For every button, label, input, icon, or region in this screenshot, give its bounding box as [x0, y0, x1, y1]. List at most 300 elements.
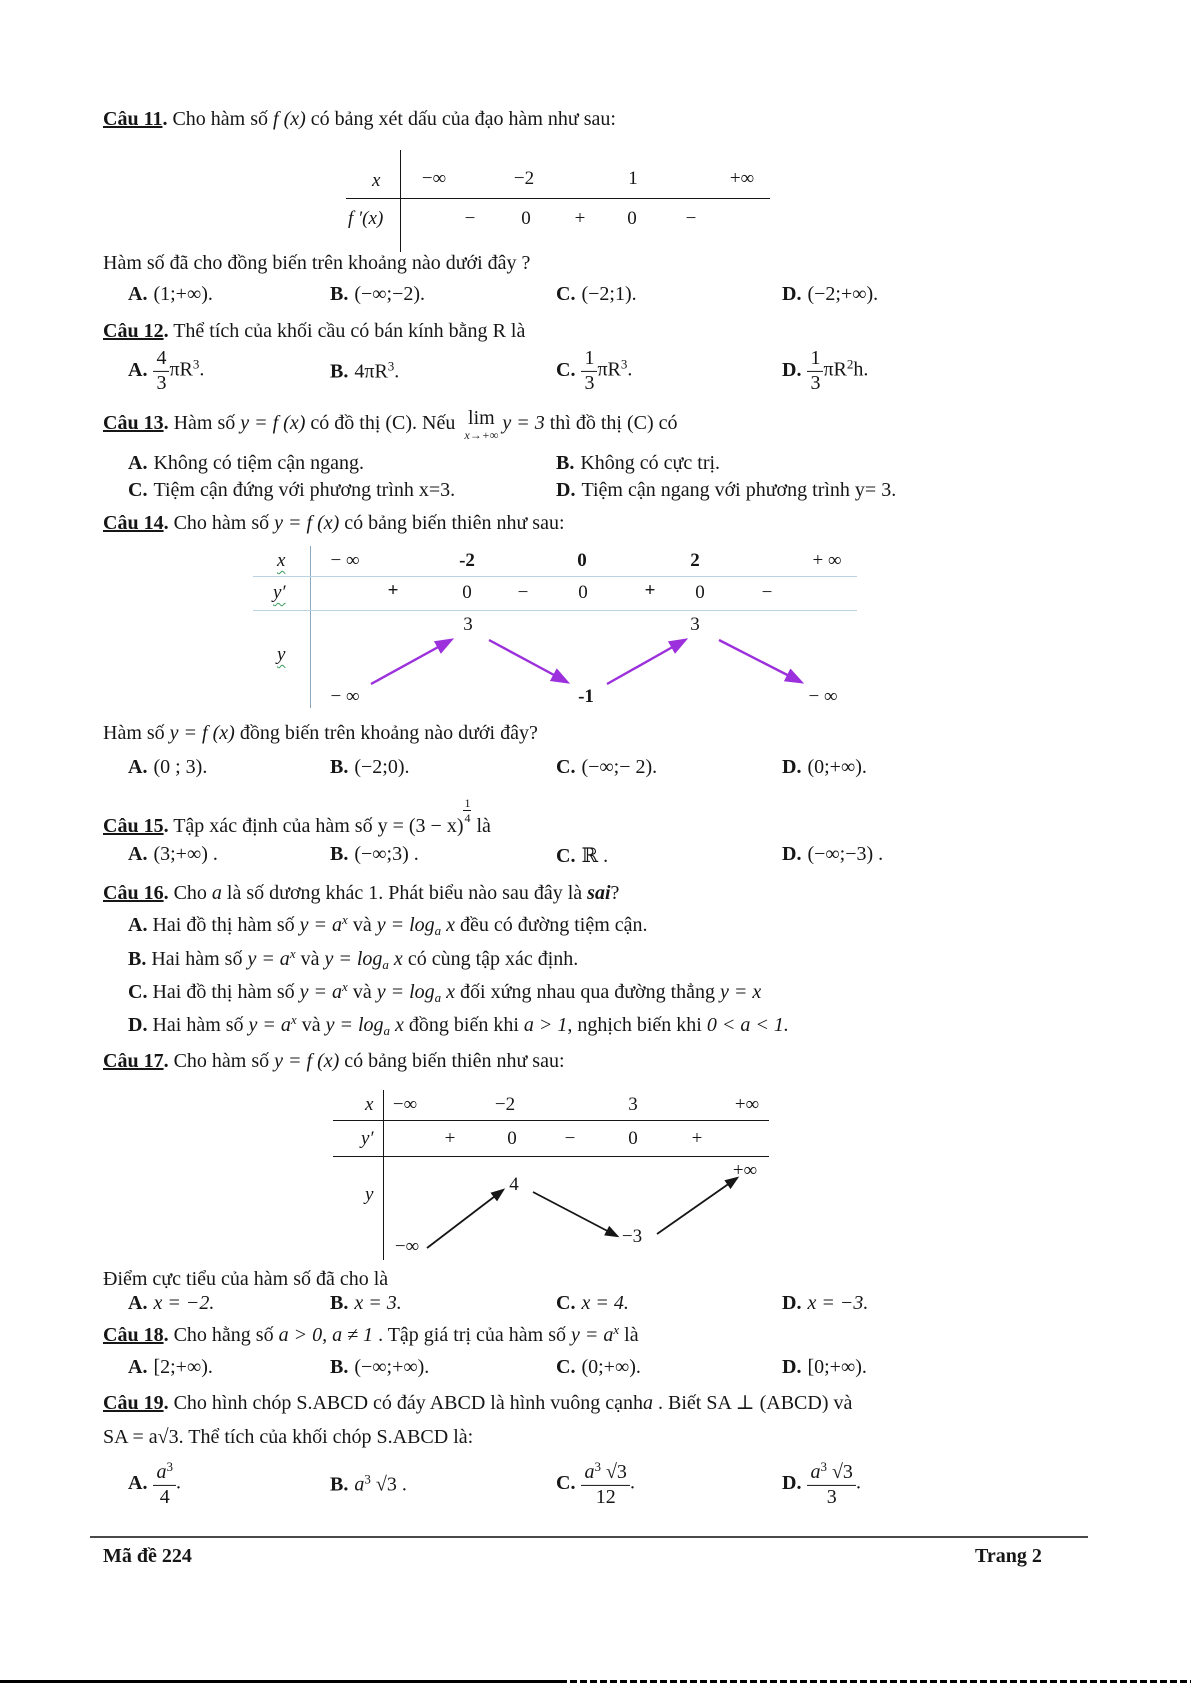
- q11-f-sign: −: [464, 208, 476, 229]
- option-math: πR: [597, 358, 621, 381]
- q17-question: Điểm cực tiểu của hàm số đã cho là: [103, 1268, 389, 1290]
- option-text: , nghịch biến khi: [567, 1014, 707, 1036]
- option-text: ℝ .: [581, 845, 609, 867]
- decrease-arrow: [533, 1192, 617, 1236]
- limit-notation: [464, 408, 498, 441]
- q18-option-c: [556, 1356, 641, 1379]
- q14-seg1: Cho hàm số: [168, 512, 275, 534]
- option-exponent: x: [342, 979, 348, 994]
- option-math: y = log: [324, 948, 383, 970]
- q18-exponent: x: [613, 1322, 620, 1337]
- q15-option-d: [782, 843, 883, 866]
- option-text: (0;+∞).: [581, 1356, 641, 1378]
- option-text: (−∞;+∞).: [354, 1356, 430, 1378]
- q14-heading: [103, 512, 565, 535]
- q14-table-hline: [253, 610, 857, 611]
- q17-options: [103, 1292, 1133, 1320]
- option-label: B.: [330, 843, 349, 865]
- option-text: [0;+∞).: [807, 1356, 867, 1378]
- footer-page-number: Trang 2: [975, 1545, 1042, 1567]
- increase-arrow: [607, 640, 685, 684]
- q14-q-seg1: Hàm số: [103, 722, 170, 744]
- q14-dot: .: [163, 512, 169, 534]
- q14-seg2: có bảng biến thiên như sau:: [339, 512, 565, 534]
- q14-question: [103, 722, 538, 745]
- fraction: [807, 1460, 855, 1508]
- option-label: C.: [556, 283, 576, 305]
- option-math: y = a: [248, 1014, 291, 1036]
- fraction-denominator: 4: [159, 1485, 170, 1508]
- fraction-numerator: 1: [581, 348, 597, 372]
- q19-heading: [103, 1390, 852, 1415]
- q14-y-limit-right: − ∞: [808, 686, 838, 707]
- option-text: (−2;+∞).: [807, 283, 879, 305]
- q16-seg3: ?: [610, 882, 620, 904]
- q11-table-x-label: x: [372, 170, 381, 191]
- option-radical: √3: [370, 1473, 397, 1496]
- q11-sign-table: [346, 146, 770, 256]
- option-math: x: [390, 1014, 404, 1036]
- q17-table-x-label: x: [365, 1094, 374, 1115]
- q15-dot: .: [163, 815, 169, 837]
- option-text: Hai hàm số: [151, 948, 248, 970]
- q19-dot: .: [163, 1392, 169, 1414]
- option-label: B.: [330, 756, 349, 778]
- num-exponent: 3: [820, 1458, 827, 1474]
- option-label: C.: [556, 1356, 576, 1378]
- q17-variation-table: [333, 1090, 769, 1262]
- q17-yprime-sign: +: [691, 1128, 703, 1149]
- option-math: 0 < a < 1.: [706, 1014, 789, 1036]
- q14-table-hline: [253, 576, 857, 577]
- q17-seg2: có bảng biến thiên như sau:: [339, 1050, 565, 1072]
- option-math: x: [441, 981, 456, 1003]
- q16-emph-sai: sai: [587, 882, 611, 904]
- option-label: D.: [128, 1014, 148, 1036]
- q11-intro-pre: Cho hàm số: [167, 108, 274, 130]
- q15-option-b: [330, 843, 419, 866]
- option-label: D.: [782, 1471, 802, 1494]
- q13-dot: .: [163, 412, 169, 435]
- q18-label: Câu 18: [103, 1324, 164, 1346]
- q14-table-x-label: x: [277, 550, 286, 571]
- q16-seg2: là số dương khác 1. Phát biểu nào sau đây là: [221, 882, 588, 904]
- decrease-arrow: [489, 640, 567, 682]
- q13-option-a: [128, 452, 364, 475]
- q17-y-limit-topright: +∞: [732, 1160, 758, 1181]
- fraction-numerator: [581, 1460, 629, 1486]
- option-exponent: 2: [846, 356, 854, 372]
- q15-seg2: là: [471, 815, 491, 837]
- q13-seg2: có đồ thị (C). Nếu: [305, 412, 461, 435]
- q19-option-d: [782, 1460, 861, 1508]
- q11-x-value: 1: [628, 168, 638, 189]
- q11-option-d: [782, 283, 878, 306]
- q14-table-y-label: y: [277, 644, 286, 665]
- q18-seg2: . Tập giá trị của hàm số: [373, 1324, 571, 1346]
- num-radical: √3: [600, 1460, 627, 1483]
- fraction-denominator: 3: [584, 371, 595, 394]
- q14-yprime-sign: −: [517, 582, 529, 603]
- bottom-edge-dashed-line: [560, 1680, 1191, 1683]
- limit-subscript: x→+∞: [464, 428, 499, 442]
- option-math: πR: [823, 358, 847, 381]
- option-label: B.: [556, 452, 575, 474]
- option-label: B.: [128, 948, 147, 970]
- q14-options: [103, 756, 1133, 784]
- option-math: y = a: [299, 981, 343, 1003]
- option-label: A.: [128, 283, 148, 305]
- q11-question: Hàm số đã cho đồng biến trên khoảng nào dưới đây ?: [103, 252, 531, 274]
- option-text: Tiệm cận đứng với phương trình x=3.: [153, 479, 456, 501]
- option-exponent: x: [289, 946, 296, 961]
- q17-option-a: [128, 1292, 214, 1315]
- q14-yprime-sign: +: [644, 580, 656, 601]
- option-text: (−∞;−2).: [354, 283, 426, 305]
- q17-option-d: [782, 1292, 868, 1315]
- q19-option-b: [330, 1472, 407, 1497]
- option-text: (−2;0).: [354, 756, 410, 778]
- q16-option-a: [128, 912, 648, 939]
- exponent-numerator: 1: [464, 796, 471, 810]
- q15-seg1: Tập xác định của hàm số: [168, 815, 378, 837]
- q17-yprime-sign: +: [444, 1128, 456, 1149]
- option-math: y = a: [247, 948, 290, 970]
- exponent-denominator: 4: [464, 811, 471, 825]
- q14-yprime-sign: 0: [695, 582, 705, 603]
- q15-label: Câu 15: [103, 815, 164, 837]
- option-label: D.: [556, 479, 576, 501]
- fraction: [581, 1460, 629, 1508]
- option-text: (1;+∞).: [153, 283, 213, 305]
- option-subscript: a: [434, 990, 442, 1005]
- q11-option-a: [128, 283, 213, 306]
- q12-option-a: [128, 348, 204, 394]
- fraction-numerator: 1: [807, 348, 823, 372]
- q11-f-sign: −: [685, 208, 697, 229]
- option-text: (−∞;3) .: [354, 843, 419, 865]
- q13-math1: y = f (x): [240, 412, 306, 435]
- option-label: C.: [556, 845, 576, 867]
- q17-x-value: 3: [628, 1094, 638, 1115]
- q11-x-value: +∞: [729, 168, 755, 189]
- option-subscript: a: [383, 1023, 391, 1038]
- bottom-edge-line: [0, 1680, 560, 1683]
- q14-q-seg2: đồng biến trên khoảng nào dưới đây?: [234, 722, 538, 744]
- option-text: đồng biến khi: [403, 1014, 524, 1036]
- fraction-denominator: 12: [595, 1485, 616, 1508]
- option-text: có cùng tập xác định.: [402, 948, 579, 970]
- q17-label: Câu 17: [103, 1050, 164, 1072]
- q18-math1: a > 0, a ≠ 1: [278, 1324, 374, 1346]
- option-exponent: 3: [387, 358, 395, 374]
- q13-options-row1: [103, 452, 1133, 480]
- q15-heading: [103, 797, 491, 838]
- q12-option-b: [330, 359, 399, 384]
- q11-table-vline: [400, 150, 401, 252]
- fraction: [153, 348, 169, 394]
- option-text: và: [347, 981, 377, 1003]
- option-text: Tiệm cận ngang với phương trình y= 3.: [581, 479, 897, 501]
- q19-line2-pre: SA = a: [103, 1426, 158, 1448]
- option-math: y = log: [325, 1014, 384, 1036]
- option-text: và: [347, 914, 377, 936]
- option-tail: .: [855, 1471, 861, 1494]
- q11-label: Câu 11: [103, 108, 163, 130]
- q18-heading: [103, 1322, 639, 1347]
- option-exponent: x: [342, 912, 348, 927]
- option-tail: .: [396, 1473, 407, 1496]
- num-base: a: [810, 1460, 821, 1483]
- option-exponent: x: [290, 1012, 297, 1027]
- q18-seg3: là: [619, 1324, 639, 1346]
- option-label: A.: [128, 914, 148, 936]
- q11-f-sign: +: [574, 208, 586, 229]
- q18-options: [103, 1356, 1133, 1384]
- fraction-numerator: [153, 1460, 176, 1486]
- fraction: [153, 1460, 176, 1508]
- decrease-arrow: [719, 640, 801, 682]
- q14-x-value: -2: [459, 550, 475, 571]
- q13-option-d: [556, 479, 896, 502]
- option-label: D.: [782, 1292, 802, 1314]
- q12-intro-math: R: [492, 320, 506, 342]
- option-math: y = a: [299, 914, 343, 936]
- q14-option-c: [556, 756, 657, 779]
- footer-rule: [90, 1536, 1088, 1538]
- q17-yprime-sign: 0: [507, 1128, 517, 1149]
- option-text: (−2;1).: [581, 283, 637, 305]
- q15-option-c: [556, 843, 608, 868]
- option-label: A.: [128, 452, 148, 474]
- q14-option-d: [782, 756, 867, 779]
- option-label: D.: [782, 358, 802, 381]
- q18-seg1: Cho hằng số: [168, 1324, 279, 1346]
- fraction-denominator: 3: [810, 371, 821, 394]
- option-text: Hai đồ thị hàm số: [152, 914, 300, 936]
- q14-yprime-sign: 0: [462, 582, 472, 603]
- option-tail: .: [199, 358, 205, 381]
- option-label: D.: [782, 283, 802, 305]
- q15-option-a: [128, 843, 218, 866]
- q11-x-value: −2: [513, 168, 535, 189]
- option-math: a > 1: [523, 1014, 568, 1036]
- footer-exam-code: Mã đề 224: [103, 1545, 192, 1567]
- q13-option-b: [556, 452, 720, 475]
- q11-intro-math: f (x): [273, 108, 306, 130]
- option-tail: .: [629, 1471, 635, 1494]
- q16-option-c: [128, 979, 761, 1006]
- q12-option-c: [556, 348, 632, 394]
- option-subscript: a: [434, 923, 442, 938]
- q14-yprime-sign: 0: [578, 582, 588, 603]
- q17-y-min: −3: [621, 1226, 643, 1247]
- option-label: A.: [128, 756, 148, 778]
- q11-options: [103, 283, 1133, 311]
- q17-x-value: −∞: [392, 1094, 418, 1115]
- option-text: x = 4.: [581, 1292, 629, 1314]
- q16-label: Câu 16: [103, 882, 164, 904]
- q11-dot: .: [162, 108, 168, 130]
- option-tail: .: [175, 1471, 181, 1494]
- q14-option-a: [128, 756, 207, 779]
- option-math: x: [441, 914, 456, 936]
- q11-f-sign: 0: [627, 208, 637, 229]
- q13-label: Câu 13: [103, 412, 164, 435]
- option-text: x = 3.: [354, 1292, 402, 1314]
- q11-table-f-label: f ′(x): [348, 208, 384, 229]
- q11-intro-post: có bảng xét dấu của đạo hàm như sau:: [305, 108, 616, 130]
- q13-math2: y = 3: [502, 412, 545, 435]
- q12-intro-post: là: [505, 320, 526, 342]
- q13-option-c: [128, 479, 455, 502]
- option-tail: h.: [853, 358, 869, 381]
- q18-math2: y = a: [570, 1324, 614, 1346]
- q17-table-vline: [383, 1090, 384, 1260]
- option-text: đều có đường tiệm cận.: [455, 914, 648, 936]
- q17-table-yprime-label: y′: [361, 1128, 374, 1149]
- option-label: D.: [782, 1356, 802, 1378]
- q15-options: [103, 843, 1133, 871]
- q16-heading: [103, 882, 619, 905]
- q11-option-b: [330, 283, 425, 306]
- q11-x-value: −∞: [421, 168, 447, 189]
- q16-seg1: Cho: [168, 882, 212, 904]
- q19-label: Câu 19: [103, 1392, 164, 1414]
- q14-table-vline: [310, 546, 311, 708]
- num-radical: √3: [826, 1460, 853, 1483]
- q14-label: Câu 14: [103, 512, 164, 534]
- q17-heading: [103, 1050, 565, 1073]
- option-tail: .: [394, 360, 400, 383]
- fraction-numerator: 4: [153, 348, 169, 372]
- q11-f-sign: 0: [521, 208, 531, 229]
- q17-yprime-sign: −: [564, 1128, 576, 1149]
- fraction: [807, 348, 823, 394]
- q13-seg3: thì đồ thị (C) có: [544, 412, 678, 435]
- q15-math1: y = (3 − x): [377, 815, 464, 837]
- q16-option-d: [128, 1012, 789, 1039]
- q17-y-max: 4: [509, 1174, 519, 1195]
- q19-seg2: . Biết SA ⊥ (ABCD) và: [653, 1392, 853, 1414]
- q14-yprime-sign: −: [761, 582, 773, 603]
- option-label: C.: [556, 1471, 576, 1494]
- q12-intro-pre: Thể tích của khối cầu có bán kính bằng: [168, 320, 493, 342]
- option-text: (3;+∞) .: [153, 843, 218, 865]
- option-text: và: [296, 1014, 326, 1036]
- q19-option-c: [556, 1460, 635, 1508]
- option-text: (0;+∞).: [807, 756, 867, 778]
- q11-table-hline: [346, 198, 770, 199]
- option-text: Không có tiệm cận ngang.: [153, 452, 364, 474]
- q14-y-max: 3: [463, 614, 473, 635]
- option-exponent: 3: [364, 1471, 371, 1487]
- q17-x-value: +∞: [734, 1094, 760, 1115]
- q12-options: [103, 342, 1133, 400]
- q19-options: [103, 1455, 1133, 1513]
- option-text: [2;+∞).: [153, 1356, 213, 1378]
- option-exponent: 3: [620, 356, 628, 372]
- q13-options-row2: [103, 479, 1133, 507]
- q19-line2-post: . Thể tích của khối chóp S.ABCD là:: [178, 1426, 474, 1448]
- option-math: x: [388, 948, 403, 970]
- option-label: A.: [128, 1292, 148, 1314]
- q14-q-math: y = f (x): [169, 722, 235, 744]
- q12-heading: [103, 320, 525, 343]
- q12-dot: .: [163, 320, 169, 342]
- option-text: Không có cực trị.: [580, 452, 721, 474]
- q11-option-c: [556, 283, 637, 306]
- option-subscript: a: [382, 957, 389, 972]
- q17-x-value: −2: [494, 1094, 516, 1115]
- increase-arrow: [657, 1178, 737, 1234]
- num-base: a: [156, 1460, 167, 1483]
- option-label: C.: [128, 981, 148, 1003]
- option-text: (−∞;− 2).: [581, 756, 658, 778]
- limit-lim: lim: [468, 407, 495, 429]
- option-label: A.: [128, 358, 148, 381]
- q17-yprime-sign: 0: [628, 1128, 638, 1149]
- option-label: C.: [556, 756, 576, 778]
- q17-table-hline: [333, 1120, 769, 1121]
- q12-option-d: [782, 348, 868, 394]
- q14-option-b: [330, 756, 410, 779]
- q16-option-b: [128, 946, 578, 973]
- option-text: x = −2.: [153, 1292, 215, 1314]
- option-math: y = x: [720, 981, 762, 1003]
- option-text: đối xứng nhau qua đường thẳng: [455, 981, 721, 1003]
- option-label: B.: [330, 283, 349, 305]
- num-exponent: 3: [594, 1458, 601, 1474]
- q11-heading: [103, 108, 616, 131]
- q19-option-a: [128, 1460, 181, 1508]
- num-base: a: [584, 1460, 595, 1483]
- q18-option-a: [128, 1356, 213, 1379]
- option-label: B.: [330, 1292, 349, 1314]
- option-label: A.: [128, 1356, 148, 1378]
- q13-seg1: Hàm số: [168, 412, 241, 435]
- option-label: C.: [556, 1292, 576, 1314]
- q14-x-value: − ∞: [330, 550, 360, 571]
- q16-math1: a: [211, 882, 222, 904]
- q18-option-b: [330, 1356, 429, 1379]
- option-label: A.: [128, 843, 148, 865]
- q13-heading: [103, 408, 678, 441]
- option-exponent: 3: [192, 356, 200, 372]
- option-text: và: [295, 948, 325, 970]
- option-label: A.: [128, 1471, 148, 1494]
- option-text: (−∞;−3) .: [807, 843, 884, 865]
- q14-x-value: 2: [690, 550, 700, 571]
- option-text: x = −3.: [807, 1292, 869, 1314]
- option-math: y = log: [376, 981, 435, 1003]
- q19-line2: [103, 1426, 473, 1449]
- fraction: [581, 348, 597, 394]
- q14-y-min: -1: [578, 686, 594, 707]
- q18-option-d: [782, 1356, 867, 1379]
- option-text: Hai đồ thị hàm số: [152, 981, 300, 1003]
- increase-arrow: [427, 1190, 503, 1248]
- fraction-denominator: 3: [156, 371, 167, 394]
- option-text: (0 ; 3).: [153, 756, 208, 778]
- q17-math1: y = f (x): [274, 1050, 340, 1072]
- option-math: πR: [169, 358, 193, 381]
- option-label: B.: [330, 1356, 349, 1378]
- q14-x-value: + ∞: [812, 550, 842, 571]
- option-math: a: [354, 1473, 365, 1496]
- fraction-numerator: [807, 1460, 855, 1486]
- q19-seg1: Cho hình chóp S.ABCD có đáy ABCD là hình vuông cạnh: [168, 1392, 644, 1414]
